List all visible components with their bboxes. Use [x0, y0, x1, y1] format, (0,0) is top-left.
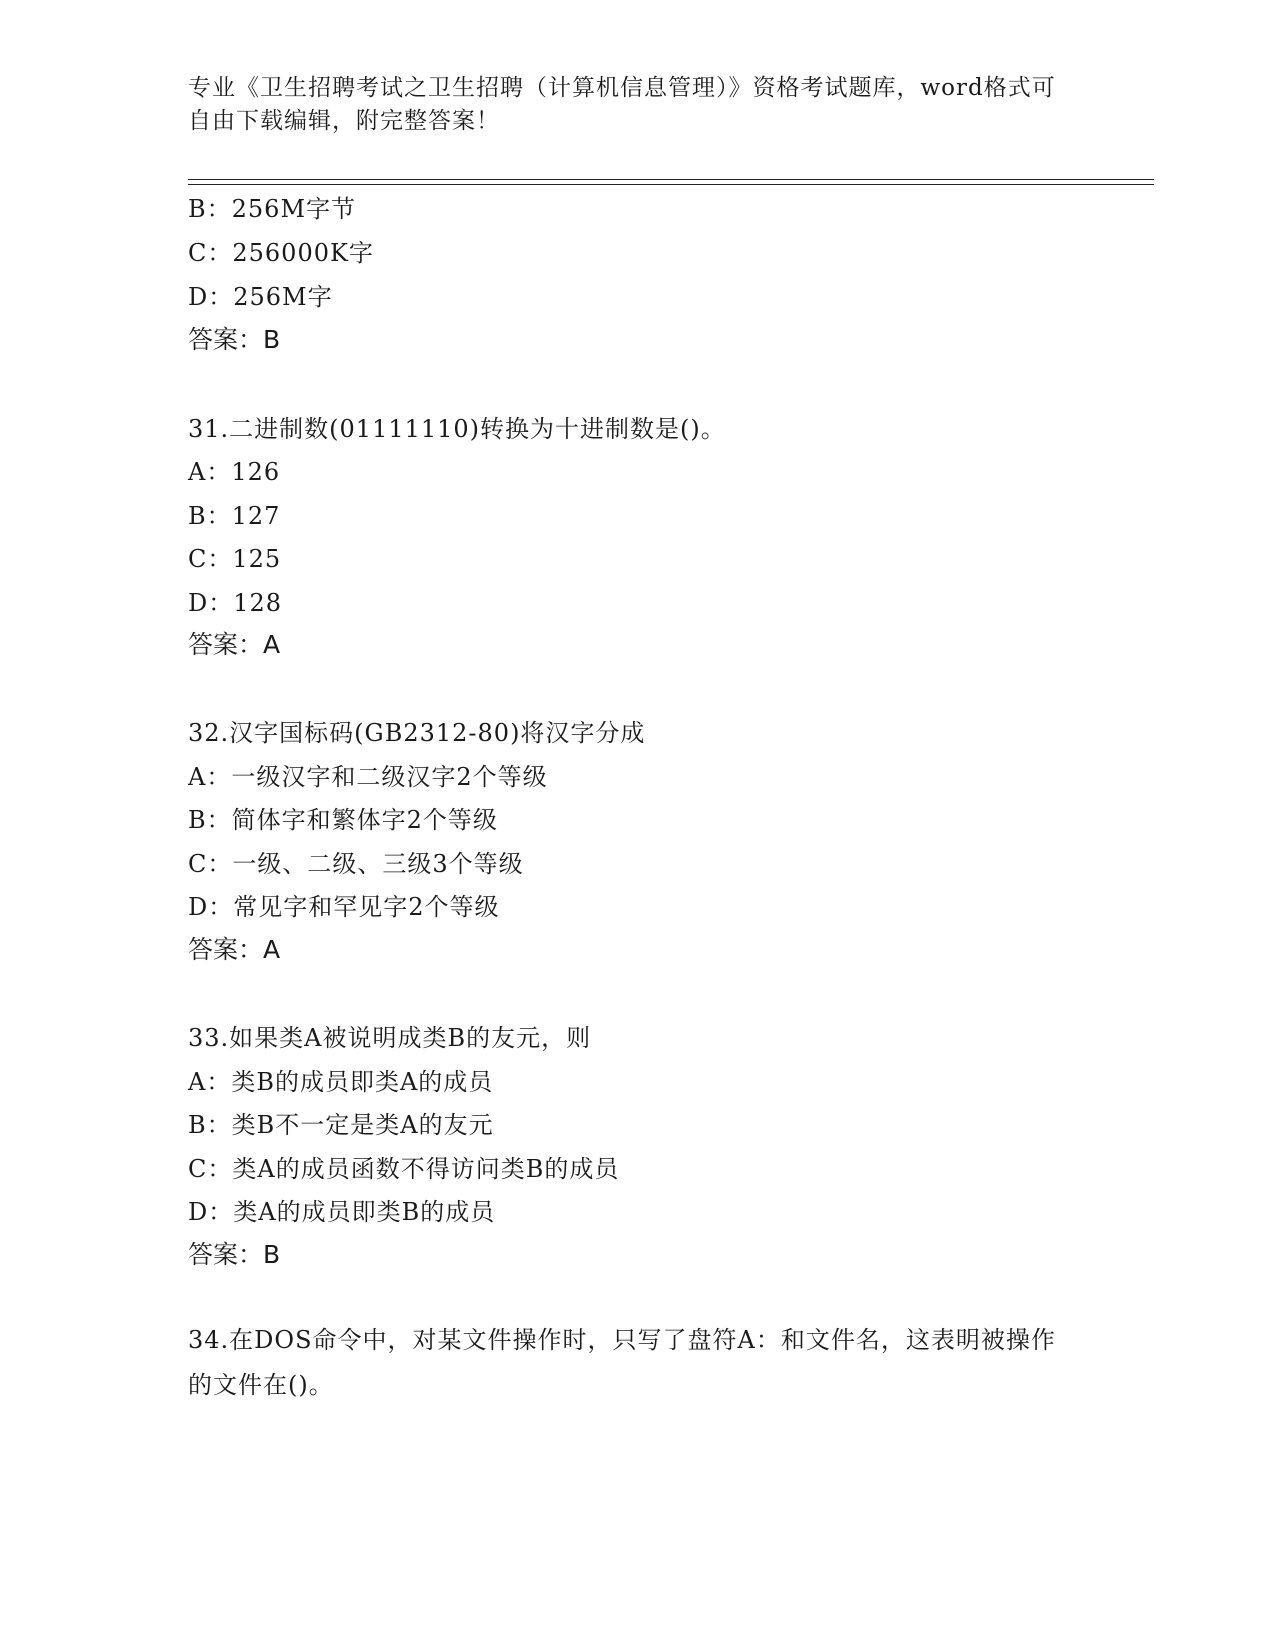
q31-option-b: B：127	[188, 502, 281, 530]
q34-question: 34.在DOS命令中，对某文件操作时，只写了盘符A：和文件名，这表明被操作的文件在()。	[188, 1326, 1056, 1399]
q33-answer: 答案：B	[188, 1240, 281, 1269]
q32-answer: 答案：A	[188, 935, 281, 964]
q30-option-b: B：256M字节	[188, 195, 357, 223]
q32-option-d: D：常见字和罕见字2个等级	[188, 893, 500, 921]
q31-option-a: A：126	[188, 458, 281, 486]
q31-option-d: D：128	[188, 589, 283, 617]
q31-question: 31.二进制数(01111110)转换为十进制数是()。	[188, 415, 726, 443]
q33-option-b: B：类B不一定是类A的友元	[188, 1111, 494, 1139]
q33-option-d: D：类A的成员即类B的成员	[188, 1198, 496, 1226]
q31-option-c: C：125	[188, 545, 282, 573]
q30-option-d: D：256M字	[188, 283, 333, 311]
q32-option-c: C：一级、二级、三级3个等级	[188, 850, 524, 878]
q30-option-c: C：256000K字	[188, 239, 374, 267]
q32-question: 32.汉字国标码(GB2312-80)将汉字分成	[188, 719, 646, 747]
header-divider-bottom	[188, 184, 1154, 185]
q33-option-c: C：类A的成员函数不得访问类B的成员	[188, 1155, 620, 1183]
q33-question: 33.如果类A被说明成类B的友元，则	[188, 1024, 592, 1052]
header-divider-top	[188, 179, 1154, 180]
q33-option-a: A：类B的成员即类A的成员	[188, 1068, 494, 1096]
q32-option-a: A：一级汉字和二级汉字2个等级	[188, 763, 548, 791]
q30-answer: 答案：B	[188, 325, 281, 354]
q32-option-b: B：简体字和繁体字2个等级	[188, 806, 498, 834]
q31-answer: 答案：A	[188, 630, 281, 659]
document-header: 专业《卫生招聘考试之卫生招聘（计算机信息管理）》资格考试题库，word格式可自由下载编辑，附完整答案！	[188, 75, 1056, 134]
